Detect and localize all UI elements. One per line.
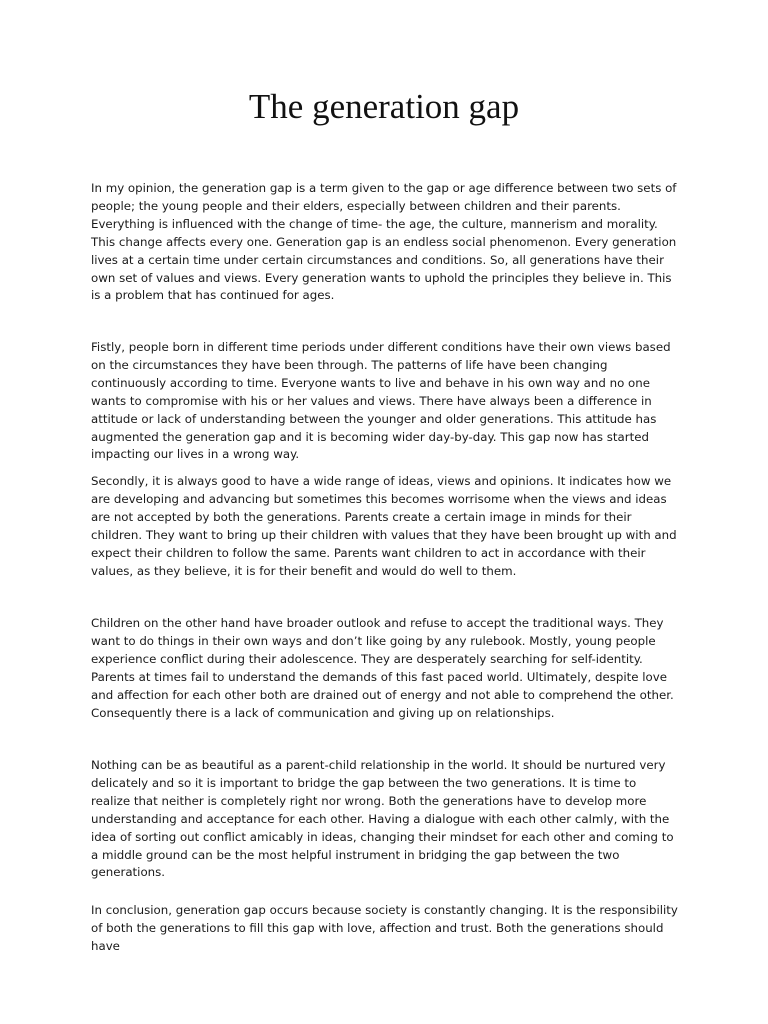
paragraph-parent-child-relationship: Nothing can be as beautiful as a parent-child relationship in the world. It should be nurtured very delicately and so it is important to bridge the gap between the two generations. It is time to realize that neither is completely right nor wrong. Both the generations have to develop more understanding and acceptance for each other. Having a dialogue with each other calmly, with the idea of sorting out conflict amicably in ideas, changing their mindset for each other and coming to a middle ground can be the most helpful instrument in bridging the gap between the two generations. (91, 758, 674, 880)
paragraph-conclusion: In conclusion, generation gap occurs because society is constantly changing. It is the responsibility of both the generations to fill this gap with love, affection and trust. Both the generations should have (91, 903, 678, 953)
paragraph-introduction: In my opinion, the generation gap is a term given to the gap or age difference between two sets of people; the young people and their elders, especially between children and their parents. Everything is influenced with the change of time- the age, the culture, mannerism and morality. This change affects every one. Generation gap is an endless social phenomenon. Every generation lives at a certain time under certain circumstances and conditions. So, all generations have their own set of values and views. Every generation wants to uphold the principles they believe in. This is a problem that has continued for ages. (91, 181, 677, 303)
document-title: The generation gap (248, 87, 520, 126)
paragraph-secondly: Secondly, it is always good to have a wide range of ideas, views and opinions. It indicates how we are developing and advancing but sometimes this becomes worrisome when the views and ideas are not accepted by both the generations. Parents create a certain image in minds for their children. They want to bring up their children with values that they have been brought up with and expect their children to follow the same. Parents want children to act in accordance with their values, as they believe, it is for their benefit and would do well to them. (91, 474, 677, 578)
paragraph-children-outlook: Children on the other hand have broader outlook and refuse to accept the traditional ways. They want to do things in their own ways and don’t like going by any rulebook. Mostly, young people experience conflict during their adolescence. They are desperately searching for self-identity. Parents at times fail to understand the demands of this fast paced world. Ultimately, despite love and affection for each other both are drained out of energy and not able to comprehend the other. Consequently there is a lack of communication and giving up on relationships. (91, 616, 674, 720)
paragraph-firstly: Fistly, people born in different time periods under different conditions have their own views based on the circumstances they have been through. The patterns of life have been changing continuously according to time. Everyone wants to live and behave in his own way and no one wants to compromise with his or her values and views. There have always been a difference in attitude or lack of understanding between the younger and older generations. This attitude has augmented the generation gap and it is becoming wider day-by-day. This gap now has started impacting our lives in a wrong way. (91, 340, 671, 462)
